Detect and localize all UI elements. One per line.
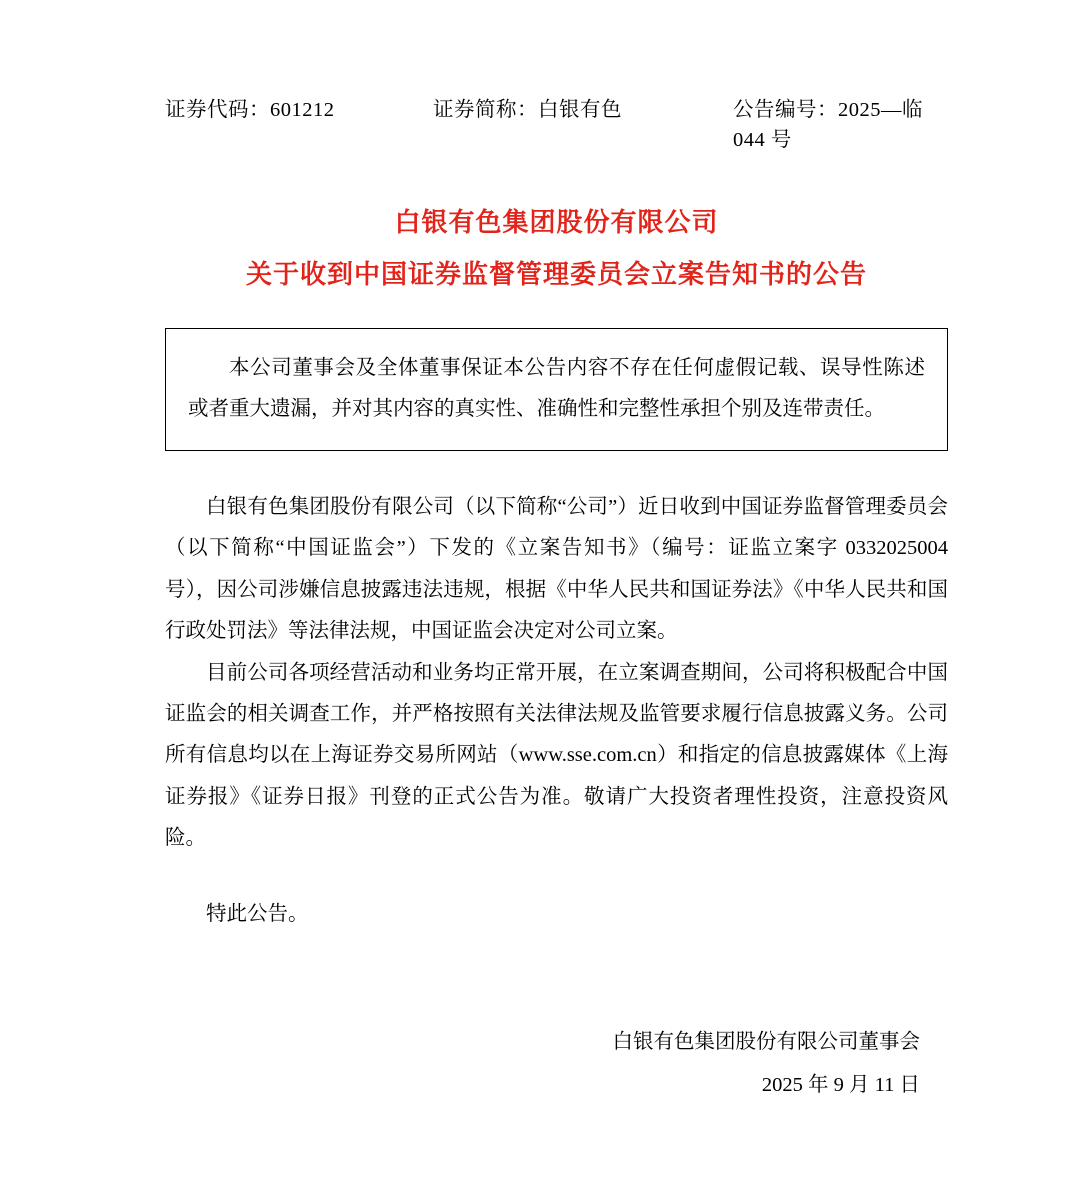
signature-date: 2025 年 9 月 11 日: [761, 1074, 920, 1097]
paragraph-spacer: [165, 860, 948, 894]
body-paragraph-1: 白银有色集团股份有限公司（以下简称“公司”）近日收到中国证券监督管理委员会（以下简称“中国证监会”）下发的《立案告知书》（编号：证监立案字 0332025004 号），因公司涉嫌信息披露违法违规，根据《中华人民共和国证券法》《中华人民共和国行政处罚法》等法律法规，中国证监会决定对公司立案。: [165, 496, 948, 643]
security-code: 证券代码：601212: [165, 99, 335, 121]
security-name: 证券简称：白银有色: [433, 99, 622, 121]
body-paragraph-2: 目前公司各项经营活动和业务均正常开展，在立案调查期间，公司将积极配合中国证监会的相关调查工作，并严格按照有关法律法规及监管要求履行信息披露义务。公司所有信息均以在上海证券交易所网站（www.sse.com.cn）和指定的信息披露媒体《上海证券报》《证券日报》刊登的正式公告为准。敬请广大投资者理性投资，注意投资风险。: [165, 661, 948, 850]
document-header: [165, 92, 948, 152]
document-body: [165, 487, 948, 935]
announcement-number: 公告编号：2025—临 044 号: [733, 99, 923, 151]
disclaimer-box: [165, 328, 948, 451]
body-paragraph-3: 特此公告。: [206, 902, 309, 925]
signature-company: 白银有色集团股份有限公司董事会: [612, 1031, 920, 1054]
signature-block: [165, 1021, 948, 1107]
title-subject: 关于收到中国证券监督管理委员会立案告知书的公告: [245, 260, 867, 289]
disclaimer-text: 本公司董事会及全体董事保证本公告内容不存在任何虚假记载、误导性陈述或者重大遗漏，并对其内容的真实性、准确性和完整性承担个别及连带责任。: [188, 357, 925, 420]
title-company: 白银有色集团股份有限公司: [394, 208, 719, 237]
document-title: [165, 210, 948, 288]
